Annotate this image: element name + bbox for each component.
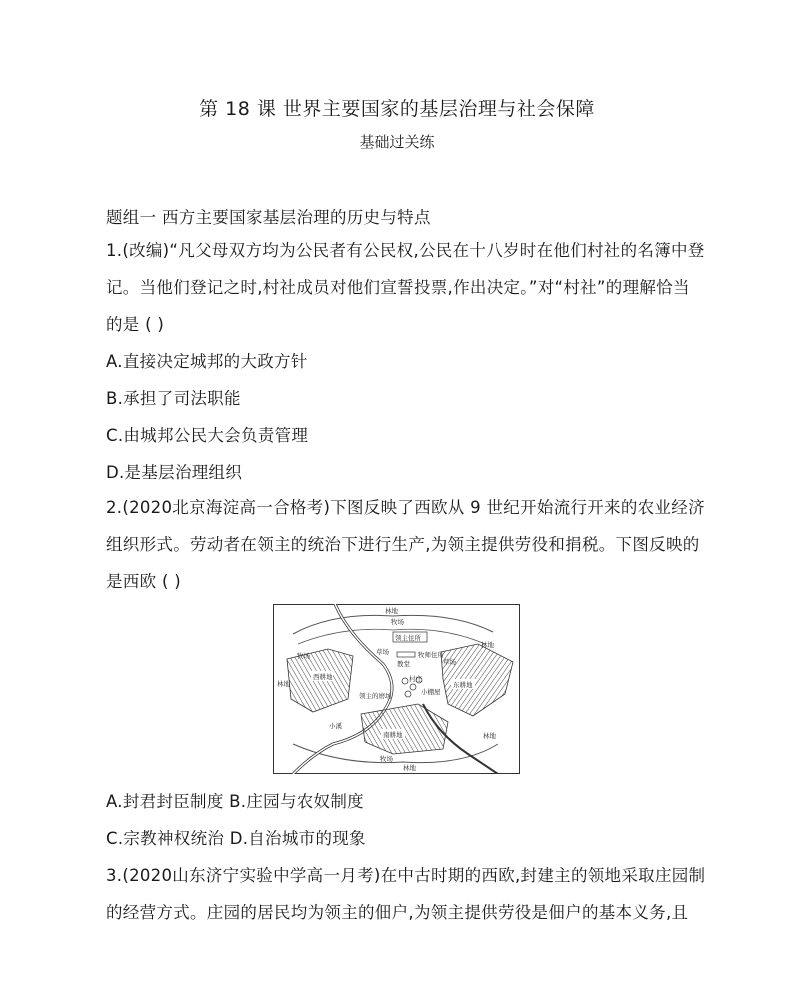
map-label-forest-right2: 林地 — [483, 732, 496, 740]
map-label-priest-house: 牧师住所 — [418, 651, 444, 659]
map-label-forest-bottom: 林地 — [403, 764, 416, 772]
q2-stem-line-2: 组织形式。劳动者在领主的统治下进行生产,为领主提供劳役和捐税。下图反映的 — [106, 535, 700, 554]
q1-option-a: A.直接决定城邦的大政方针 — [106, 352, 308, 371]
q3-stem-line-2: 的经营方式。庄园的居民均为领主的佃户,为领主提供劳役是佃户的基本义务,且 — [106, 903, 689, 922]
q1-option-d: D.是基层治理组织 — [106, 463, 243, 482]
q2-options-row-1: A.封君封臣制度 B.庄园与农奴制度 — [106, 792, 364, 811]
map-label-forest-top: 林地 — [385, 607, 398, 615]
map-label-huts: 小棚屋 — [421, 688, 441, 696]
map-label-forest-left: 林地 — [277, 680, 290, 688]
map-label-pasture-top: 牧场 — [391, 618, 404, 626]
map-label-west-field: 西耕地 — [313, 673, 333, 681]
map-label-pasture-bottom: 牧场 — [380, 755, 393, 763]
map-label-stream: 小溪 — [329, 722, 342, 730]
q3-stem-line-1: 3.(2020山东济宁实验中学高一月考)在中古时期的西欧,封建主的领地采取庄园制 — [106, 866, 706, 885]
map-label-forest-right: 林地 — [481, 641, 494, 649]
map-label-village: 村庄 — [409, 675, 422, 683]
q1-option-b: B.承担了司法职能 — [106, 389, 241, 408]
map-label-manor-house: 领主住所 — [395, 634, 421, 642]
page-title: 第 18 课 世界主要国家的基层治理与社会保障 — [199, 98, 595, 120]
manor-map-figure — [273, 604, 520, 774]
q1-stem-line-3: 的是 ( ) — [106, 315, 165, 334]
map-label-south-field: 南耕地 — [383, 731, 403, 739]
page-subtitle: 基础过关练 — [359, 133, 435, 151]
map-label-pasture-left: 牧场 — [297, 652, 310, 660]
map-label-lord-mill: 领主的磨坊 — [359, 692, 392, 700]
map-label-east-field: 东耕地 — [453, 681, 473, 689]
map-label-church: 教堂 — [397, 660, 410, 668]
q2-stem-line-1: 2.(2020北京海淀高一合格考)下图反映了西欧从 9 世纪开始流行开来的农业经济 — [106, 498, 705, 517]
q2-stem-line-3: 是西欧 ( ) — [106, 572, 181, 591]
section-heading: 题组一 西方主要国家基层治理的历史与特点 — [106, 208, 431, 227]
q2-options-row-2: C.宗教神权统治 D.自治城市的现象 — [106, 829, 366, 848]
map-label-meadow-right: 草场 — [443, 658, 456, 666]
q1-stem-line-1: 1.(改编)“凡父母双方均为公民者有公民权,公民在十八岁时在他们村社的名簿中登 — [106, 241, 705, 260]
q1-option-c: C.由城邦公民大会负责管理 — [106, 426, 309, 445]
q1-stem-line-2: 记。当他们登记之时,村社成员对他们宣誓投票,作出决定。”对“村社”的理解恰当 — [106, 278, 690, 297]
map-label-meadow-left: 草场 — [376, 648, 389, 656]
